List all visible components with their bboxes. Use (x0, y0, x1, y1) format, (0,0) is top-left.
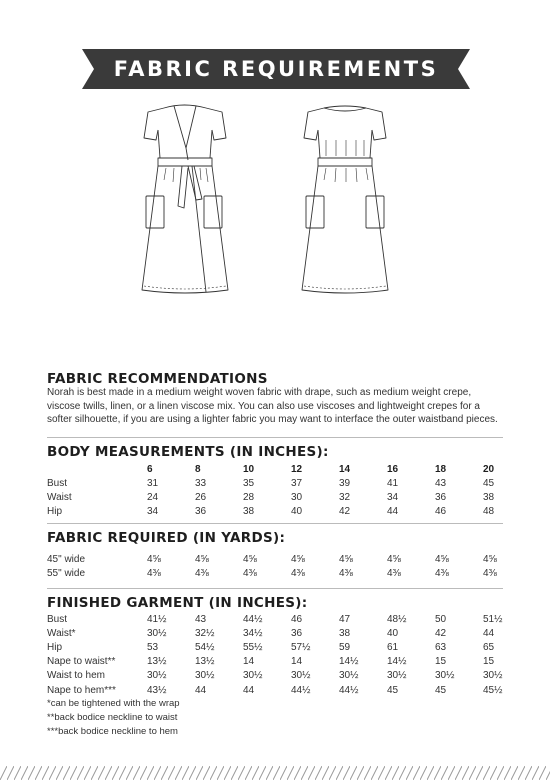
footnote: **back bodice neckline to waist (47, 712, 178, 723)
table-row (47, 669, 531, 683)
row-label: Bust (47, 477, 68, 489)
cell: 34 (387, 491, 399, 503)
cell: 4⅝ (339, 553, 353, 565)
cell: 26 (195, 491, 207, 503)
cell: 51½ (483, 613, 503, 625)
footnote: *can be tightened with the wrap (47, 698, 180, 709)
fabric-required-title: FABRIC REQUIRED (IN YARDS): (47, 530, 286, 546)
cell: 4⅜ (147, 567, 161, 579)
cell: 13½ (147, 656, 167, 668)
cell: 36 (195, 506, 207, 518)
divider (47, 588, 503, 589)
cell: 42 (435, 627, 447, 639)
cell: 4⅜ (243, 567, 257, 579)
row-label: 55" wide (47, 567, 86, 579)
cell: 43½ (147, 684, 167, 696)
cell: 65 (483, 641, 495, 653)
cell: 46 (291, 613, 303, 625)
row-label: Hip (47, 641, 63, 653)
table-row (47, 490, 531, 504)
cell: 30½ (339, 670, 359, 682)
cell: 30½ (243, 670, 263, 682)
cell: 30½ (387, 670, 407, 682)
cell: 4⅜ (483, 567, 497, 579)
cell: 30½ (195, 670, 215, 682)
cell: 4⅜ (339, 567, 353, 579)
size-header: 20 (483, 463, 495, 475)
cell: 31 (147, 477, 159, 489)
size-header: 10 (243, 463, 255, 475)
cell: 30½ (483, 670, 503, 682)
cell: 38 (243, 506, 255, 518)
cell: 45½ (483, 684, 503, 696)
size-header: 14 (339, 463, 351, 475)
fabric-required-table (47, 552, 531, 580)
cell: 30 (291, 491, 303, 503)
footer-hatch (0, 766, 550, 780)
cell: 43 (195, 613, 207, 625)
size-header: 6 (147, 463, 153, 475)
table-row (47, 505, 531, 519)
table-row (47, 552, 531, 566)
cell: 32½ (195, 627, 215, 639)
size-header: 16 (387, 463, 399, 475)
cell: 4⅝ (387, 553, 401, 565)
cell: 42 (339, 506, 351, 518)
cell: 63 (435, 641, 447, 653)
dress-front-drawing (142, 105, 228, 293)
cell: 54½ (195, 641, 215, 653)
cell: 61 (387, 641, 399, 653)
row-label: Nape to waist** (47, 656, 116, 668)
cell: 44 (243, 684, 255, 696)
table-row (47, 640, 531, 654)
cell: 40 (291, 506, 303, 518)
size-header: 18 (435, 463, 447, 475)
cell: 30½ (147, 670, 167, 682)
cell: 50 (435, 613, 447, 625)
cell: 14½ (387, 656, 407, 668)
cell: 13½ (195, 656, 215, 668)
cell: 44 (387, 506, 399, 518)
cell: 37 (291, 477, 303, 489)
cell: 44 (483, 627, 495, 639)
cell: 41 (387, 477, 399, 489)
dress-illustration (130, 100, 430, 310)
table-row (47, 683, 531, 697)
cell: 4⅝ (195, 553, 209, 565)
cell: 4⅝ (483, 553, 497, 565)
cell: 41½ (147, 613, 167, 625)
cell: 30½ (147, 627, 167, 639)
footnotes (47, 697, 180, 739)
cell: 36 (435, 491, 447, 503)
size-header-row (47, 462, 531, 476)
cell: 47 (339, 613, 351, 625)
cell: 48½ (387, 613, 407, 625)
body-measurements-table (47, 462, 531, 519)
row-label: 45" wide (47, 553, 86, 565)
cell: 45 (387, 684, 399, 696)
cell: 4⅝ (291, 553, 305, 565)
page-title: FABRIC REQUIREMENTS (113, 57, 439, 81)
finished-garment-title: FINISHED GARMENT (IN INCHES): (47, 595, 308, 611)
cell: 34½ (243, 627, 263, 639)
divider (47, 523, 503, 524)
cell: 45 (435, 684, 447, 696)
cell: 15 (483, 656, 495, 668)
cell: 14½ (339, 656, 359, 668)
cell: 30½ (435, 670, 455, 682)
row-label: Waist to hem (47, 670, 105, 682)
cell: 15 (435, 656, 447, 668)
cell: 4⅜ (195, 567, 209, 579)
finished-garment-table (47, 612, 531, 697)
cell: 57½ (291, 641, 311, 653)
size-header: 8 (195, 463, 201, 475)
cell: 44½ (243, 613, 263, 625)
cell: 44 (195, 684, 207, 696)
cell: 34 (147, 506, 159, 518)
cell: 33 (195, 477, 207, 489)
table-row (47, 566, 531, 580)
cell: 4⅝ (147, 553, 161, 565)
cell: 40 (387, 627, 399, 639)
table-row (47, 476, 531, 490)
recommendations-title: FABRIC RECOMMENDATIONS (47, 371, 268, 387)
row-label: Hip (47, 506, 63, 518)
cell: 44½ (339, 684, 359, 696)
cell: 39 (339, 477, 351, 489)
cell: 59 (339, 641, 351, 653)
cell: 38 (483, 491, 495, 503)
cell: 36 (291, 627, 303, 639)
divider (47, 437, 503, 438)
cell: 28 (243, 491, 255, 503)
cell: 14 (243, 656, 255, 668)
cell: 48 (483, 506, 495, 518)
cell: 4⅝ (435, 553, 449, 565)
cell: 4⅜ (291, 567, 305, 579)
cell: 4⅝ (243, 553, 257, 565)
body-measurements-title: BODY MEASUREMENTS (IN INCHES): (47, 444, 329, 460)
row-label: Nape to hem*** (47, 684, 116, 696)
cell: 45 (483, 477, 495, 489)
cell: 53 (147, 641, 159, 653)
dress-back-drawing (302, 106, 388, 293)
table-row (47, 655, 531, 669)
cell: 14 (291, 656, 303, 668)
row-label: Waist (47, 491, 72, 503)
cell: 43 (435, 477, 447, 489)
footnote: ***back bodice neckline to hem (47, 726, 178, 737)
row-label: Bust (47, 613, 68, 625)
cell: 4⅜ (435, 567, 449, 579)
cell: 35 (243, 477, 255, 489)
cell: 30½ (291, 670, 311, 682)
cell: 24 (147, 491, 159, 503)
cell: 38 (339, 627, 351, 639)
size-header: 12 (291, 463, 303, 475)
recommendations-text: Norah is best made in a medium weight woven fabric with drape, such as medium weight crepe, viscose twills, linen, or a linen viscose mix. You can also use viscoses and lightweight crepes for a softer silhouette, if you are using a lighter fabric you may want to interface the outer waistband pieces. (47, 387, 498, 425)
cell: 46 (435, 506, 447, 518)
cell: 55½ (243, 641, 263, 653)
row-label: Waist* (47, 627, 76, 639)
table-row (47, 612, 531, 626)
cell: 32 (339, 491, 351, 503)
cell: 4⅜ (387, 567, 401, 579)
table-row (47, 626, 531, 640)
cell: 44½ (291, 684, 311, 696)
